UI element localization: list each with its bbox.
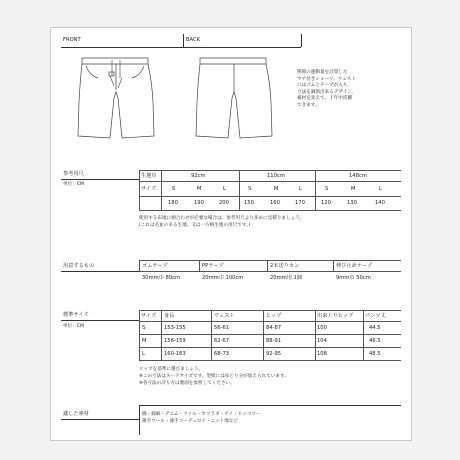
size-cell: L [379, 186, 382, 192]
table-cell: 68-73 [214, 351, 230, 357]
table-cell: S [142, 325, 146, 331]
size-cell: M [197, 186, 202, 192]
table-cell: 62-67 [214, 338, 230, 344]
material-value: 20mm用 1個 [270, 275, 303, 281]
material-name: 伸び止めテープ [336, 263, 373, 269]
size-cell: S [325, 186, 329, 192]
width-148: 148cm [349, 173, 367, 179]
yardage-value: 190 [194, 200, 204, 206]
yardage-value: 150 [244, 200, 254, 206]
size-cell: M [351, 186, 356, 192]
size-cell: S [172, 186, 176, 192]
table-cell: M [142, 338, 147, 344]
yardage-value: 200 [219, 200, 229, 206]
table-cell: 48.5 [369, 351, 381, 357]
ref-yardage-underline [61, 179, 139, 180]
back-underline [183, 47, 301, 48]
standard-size-table [139, 310, 401, 362]
front-shorts-drawing [76, 52, 156, 142]
table-cell: 108 [317, 351, 327, 357]
standard-size-underline [61, 320, 139, 321]
back-shorts-drawing [194, 52, 274, 142]
table-cell: 153-155 [164, 325, 186, 331]
material-value: 30mm巾 80cm [142, 275, 181, 281]
yardage-value: 140 [375, 200, 385, 206]
materials-underline [61, 271, 139, 272]
table-cell: 100 [317, 325, 327, 331]
product-description: 関節の運動量を計算した マチ付きショーツ。ウェスト にはゴムとテープが入り、 寸法を調節出来るデザイン。 素材を変えて、１年中活躍 できます。 [297, 70, 357, 108]
fabrics-left-line [139, 405, 140, 435]
table-cell: 92-95 [266, 351, 282, 357]
header-divider-1 [183, 34, 184, 47]
waist-header: ウェスト [214, 313, 235, 319]
table-cell: 104 [317, 338, 327, 344]
standard-size-title: 標準サイズ [63, 312, 89, 318]
material-value: 9mm巾 50cm [336, 275, 371, 281]
size-cell: L [299, 186, 302, 192]
yardage-value: 130 [347, 200, 357, 206]
materials-title: 用意するもの [63, 263, 95, 269]
yardage-value: 180 [168, 200, 178, 206]
table-cell: 88-91 [266, 338, 282, 344]
fabrics-title: 適した素材 [63, 411, 89, 417]
material-value: 20mm巾 100cm [202, 275, 244, 281]
pants-length-header: パンツ丈 [365, 313, 386, 319]
ref-yardage-notes: 使用する布地に柄合わせが必要な場合は、参考用尺より多めに見積りましょう。 (これは毛並のある生地、又は一方柄生地の用尺です。) [139, 216, 305, 228]
size-label: サイズ [141, 186, 157, 192]
table-cell: 46.5 [369, 338, 381, 344]
material-name: 2本送りカン [270, 263, 300, 269]
ref-yardage-unit: 単位：CM [63, 182, 84, 187]
material-name: PPテープ [202, 263, 224, 269]
width-92: 92cm [191, 173, 206, 179]
size-cell: L [223, 186, 226, 192]
width-110: 110cm [267, 173, 285, 179]
table-cell: 56-61 [214, 325, 230, 331]
pattern-info-sheet [50, 27, 412, 441]
height-header: 身長 [164, 313, 175, 319]
table-cell: 160-163 [164, 351, 186, 357]
finished-hip-header: 出来上りヒップ [317, 313, 354, 319]
fabrics-list: 綿・綿麻・デニム・ツイル・カツラギ・チノ・ヒッコリー 薄手ウール・薄手コーデュロイ・ニット地など [142, 412, 261, 425]
yardage-value: 120 [321, 200, 331, 206]
fabrics-top-line [139, 405, 401, 406]
fabrics-underline [61, 419, 139, 420]
table-cell: 44.5 [369, 325, 381, 331]
yardage-value: 170 [295, 200, 305, 206]
header-divider-2 [301, 34, 302, 47]
ref-yardage-title: 参考用尺 [63, 171, 84, 177]
fabric-width-label: 生地巾 [141, 173, 157, 179]
front-label: FRONT [63, 37, 81, 43]
table-cell: L [142, 351, 145, 357]
ref-yardage-table [139, 170, 401, 210]
back-label: BACK [186, 37, 201, 43]
hip-header: ヒップ [266, 313, 282, 319]
materials-table [139, 260, 401, 286]
table-cell: 156-159 [164, 338, 186, 344]
yardage-value: 160 [270, 200, 280, 206]
size-header: サイズ [141, 313, 157, 319]
standard-size-unit: 単位：CM [63, 324, 84, 329]
size-cell: S [248, 186, 252, 192]
standard-size-notes: ヒップを基準に選びましょう。 ※この寸法はヌードサイズです。型紙にはゆとり分が加えられています。 ※各寸法の計り方は裏面を参照してください。 [139, 367, 289, 386]
front-underline [61, 47, 183, 48]
material-name: ゴムテープ [142, 263, 168, 269]
size-cell: M [274, 186, 279, 192]
table-cell: 84-87 [266, 325, 282, 331]
